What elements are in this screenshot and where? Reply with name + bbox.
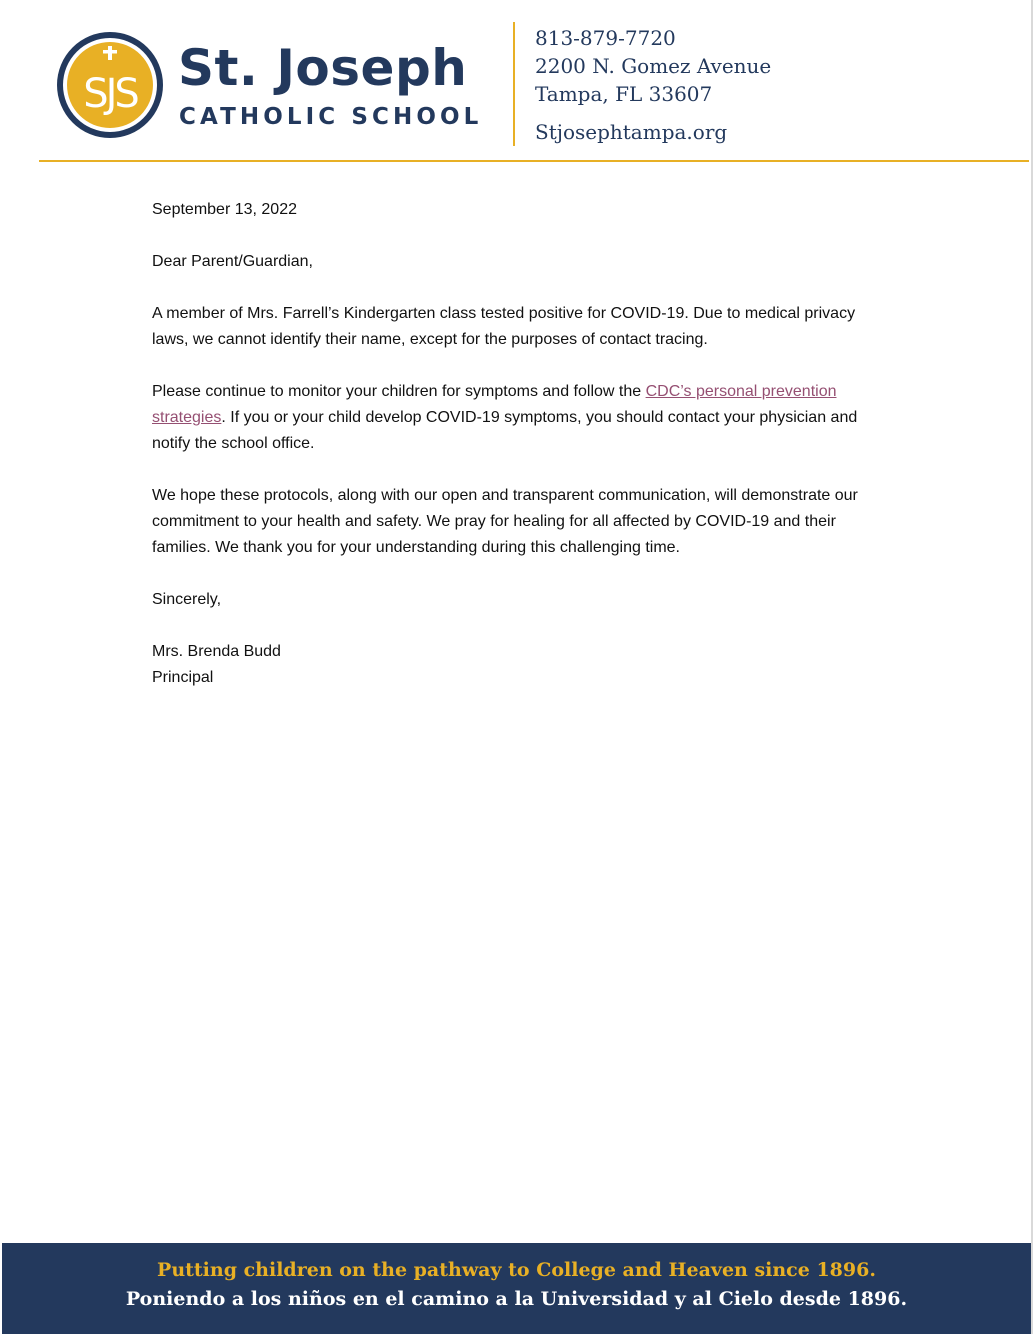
- letter-body: [152, 197, 892, 691]
- header-divider: [513, 22, 515, 146]
- footer-tagline-spanish: Poniendo a los niños en el camino a la Universidad y al Cielo desde 1896.: [125, 1288, 908, 1310]
- cdc-prevention-link[interactable]: CDC’s personal prevention strategies: [152, 383, 837, 426]
- signer-title: Principal: [152, 669, 214, 686]
- contact-block: [535, 24, 771, 146]
- website-link[interactable]: Stjosephtampa.org: [535, 120, 728, 144]
- footer-tagline-english: Putting children on the pathway to College and Heaven since 1896.: [157, 1259, 876, 1281]
- school-name: St. Joseph: [178, 39, 468, 97]
- address-line-1: 2200 N. Gomez Avenue: [535, 54, 772, 78]
- paragraph-2-text-end: . If you or your child develop COVID-19 symptoms, you should contact your physician and notify the school office.: [152, 409, 858, 452]
- paragraph-2-text-start: Please continue to monitor your children for symptoms and follow the: [152, 383, 646, 400]
- school-subtitle: CATHOLIC SCHOOL: [179, 104, 483, 130]
- phone-number: 813-879-7720: [535, 26, 676, 50]
- letter-closing: Sincerely,: [152, 591, 222, 608]
- letter-salutation: Dear Parent/Guardian,: [152, 253, 313, 270]
- letter-date: September 13, 2022: [152, 201, 297, 218]
- page-edge: [1031, 0, 1033, 1334]
- signer-name: Mrs. Brenda Budd: [152, 643, 281, 660]
- footer-banner: [2, 1243, 1031, 1334]
- letter-paragraph-1: A member of Mrs. Farrell’s Kindergarten class tested positive for COVID-19. Due to medical privacy laws, we cannot identify their name, except for the purposes of contact tracing.: [152, 305, 856, 348]
- letter-paragraph-3: We hope these protocols, along with our open and transparent communication, will demonstrate our commitment to your health and safety. We pray for healing for all affected by COVID-19 and their families. We thank you for your understanding during this challenging time.: [152, 487, 858, 556]
- letter-paragraph-2: [152, 379, 892, 457]
- address-line-2: Tampa, FL 33607: [535, 82, 713, 106]
- sjs-seal-icon: [55, 30, 165, 140]
- logo-monogram: SJS: [83, 71, 137, 117]
- header-rule: [39, 160, 1029, 162]
